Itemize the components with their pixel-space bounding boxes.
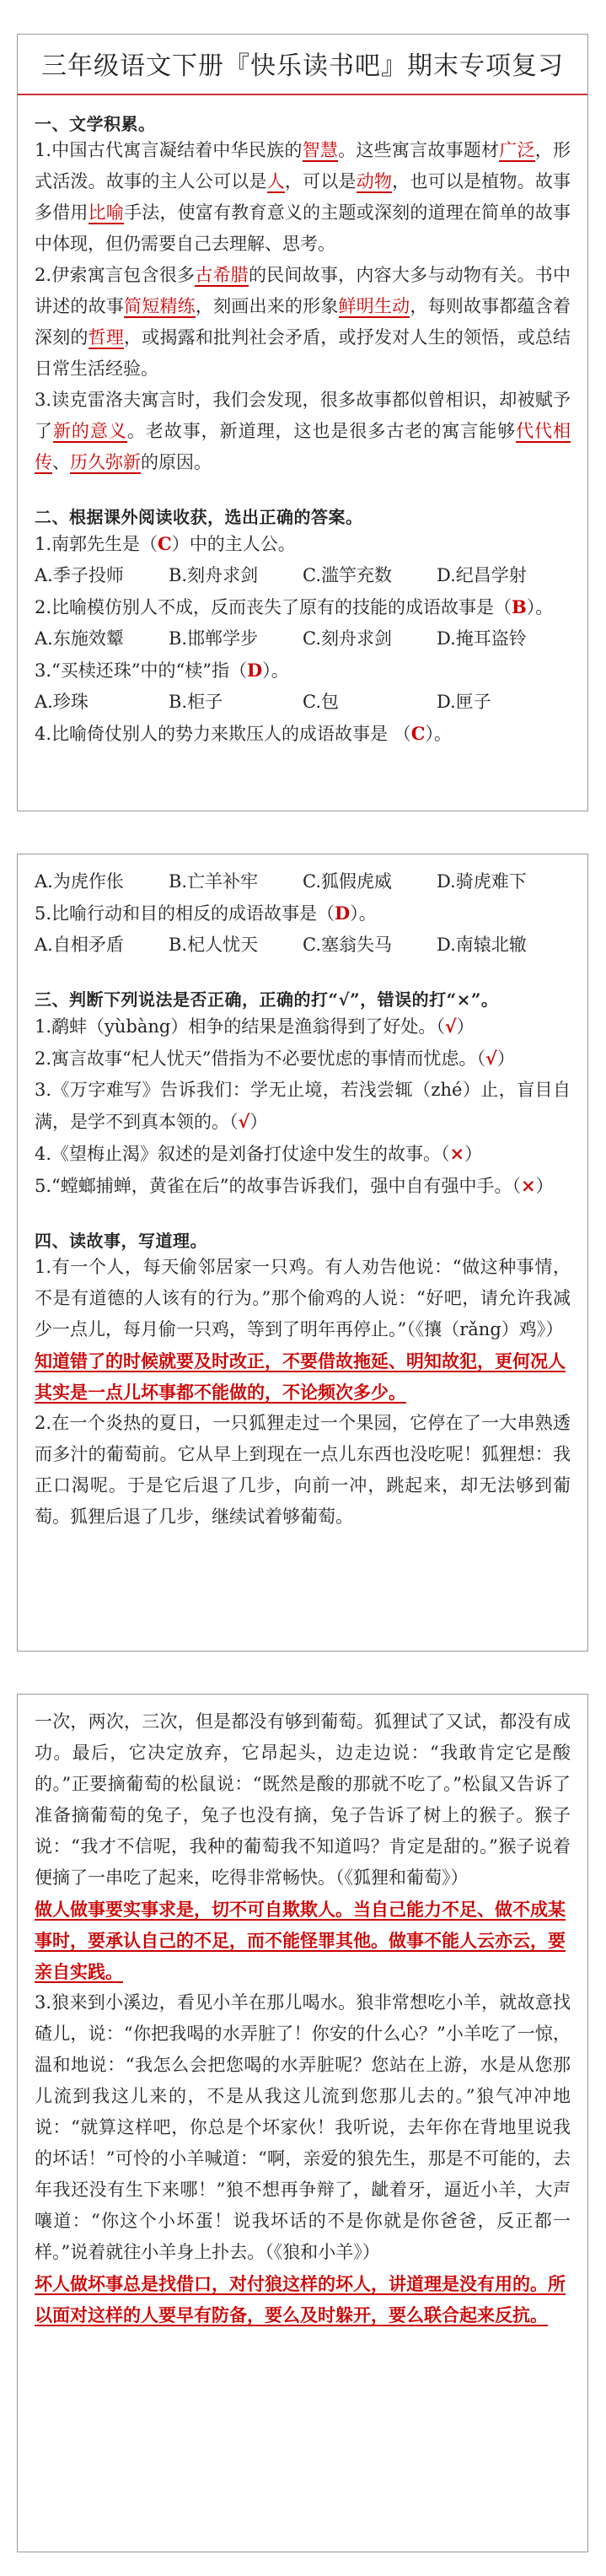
s3-item-3: 3.《万字难写》告诉我们：学无止境，若浅尝辄（zhé）止，盲目自满，是学不到真本领的。（√） [35, 1080, 571, 1132]
s2-q1-options: A.季子投师 B.刻舟求剑 C.滥竽充数 D.纪昌学射 [35, 565, 527, 585]
s2-q3-options: A.珍珠 B.柜子 C.包 D.匣子 [35, 692, 491, 712]
section-4-heading: 四、读故事，写道理。 [35, 1231, 207, 1251]
s1-question-1: 1.中国古代寓言凝结着中华民族的智慧。这些寓言故事题材广泛，形式活泼。故事的主人公可以是人，可以是动物，也可以是植物。故事多借用比喻手法，使富有教育意义的主题或深刻的道理在简单的故事中体现，但仍需要自己去理解、思考。 [35, 140, 571, 254]
s3-item-5: 5.“螳螂捕蝉，黄雀在后”的故事告诉我们，强中自有强中手。（×） [35, 1175, 554, 1196]
s4-story-2-part-1: 2.在一个炎热的夏日，一只狐狸走过一个果园，它停在了一大串熟透而多汁的葡萄前。它从早上到现在一点儿东西也没吃呢！狐狸想：我正口渴呢。于是它后退了几步，向前一冲，跳起来，却无法够到葡萄。狐狸后退了几步，继续试着够葡萄。 [35, 1413, 571, 1527]
s2-question-2: 2.比喻模仿别人不成，反而丧失了原有的技能的成语故事是（B）。 [35, 596, 554, 617]
s3-item-1: 1.鹬蚌（yùbàng）相争的结果是渔翁得到了好处。（√） [35, 1016, 475, 1037]
s2-q4-options: A.为虎作伥 B.亡羊补牢 C.狐假虎威 D.骑虎难下 [35, 871, 527, 892]
section-2-heading: 二、根据课外阅读收获，选出正确的答案。 [35, 507, 363, 527]
page-2 [17, 854, 588, 1652]
s1-question-3: 3.读克雷洛夫寓言时，我们会发现，很多故事都似曾相识，却被赋予了新的意义。老故事，新道理，这也是很多古老的寓言能够代代相传、历久弥新的原因。 [35, 390, 571, 472]
s4-lesson-1: 知道错了的时候就要及时改正，不要借故拖延、明知故犯，更何况人其实是一点儿坏事都不能做的，不论频次多少。 [35, 1350, 566, 1403]
s2-question-4: 4.比喻倚仗别人的势力来欺压人的成语故事是 （C）。 [35, 723, 452, 744]
s1-question-2: 2.伊索寓言包含很多古希腊的民间故事，内容大多与动物有关。书中讲述的故事简短精练，刻画出来的形象鲜明生动，每则故事都蕴含着深刻的哲理，或揭露和批判社会矛盾，或抒发对人生的领悟，或总结日常生活经验。 [35, 265, 571, 379]
s2-question-5: 5.比喻行动和目的相反的成语故事是（D）。 [35, 903, 377, 924]
s4-story-3: 3.狼来到小溪边，看见小羊在那儿喝水。狼非常想吃小羊，就故意找碴儿，说：“你把我喝的水弄脏了！你安的什么心？”小羊吃了一惊，温和地说：“我怎么会把您喝的水弄脏呢？您站在上游，水是从您那儿流到我这儿来的，不是从我这儿流到您那儿去的。”狼气冲冲地说：“就算这样吧，你总是个坏家伙！我听说，去年你在背地里说我的坏话！”可怜的小羊喊道：“啊，亲爱的狼先生，那是不可能的，去年我还没有生下来哪！”狼不想再争辩了，龇着牙，逼近小羊，大声嚷道：“你这个小坏蛋！说我坏话的不是你就是你爸爸，反正都一样。”说着就往小羊身上扑去。（《狼和小羊》） [35, 1992, 571, 2262]
page-3 [17, 1694, 588, 2552]
s2-q5-options: A.自相矛盾 B.杞人忧天 C.塞翁失马 D.南辕北辙 [35, 935, 527, 955]
s4-story-1: 1.有一个人，每天偷邻居家一只鸡。有人劝告他说：“做这种事情，不是有道德的人该有的行为。”那个偷鸡的人说：“好吧，请允许我减少一点儿，每月偷一只鸡，等到了明年再停止。”（《攘（rǎng）鸡》） [35, 1257, 571, 1339]
s2-question-1: 1.南郭先生是（C）中的主人公。 [35, 533, 296, 554]
page-title: 三年级语文下册『快乐读书吧』期末专项复习 [18, 35, 587, 95]
s2-q2-options: A.东施效颦 B.邯郸学步 C.刻舟求剑 D.掩耳盗铃 [35, 628, 527, 649]
s3-item-4: 4.《望梅止渴》叙述的是刘备打仗途中发生的故事。（×） [35, 1143, 483, 1164]
section-3-heading: 三、判断下列说法是否正确，正确的打“√”，错误的打“×”。 [35, 989, 499, 1010]
s3-item-2: 2.寓言故事“杞人忧天”借指为不必要忧虑的事情而忧虑。（√） [35, 1048, 515, 1069]
page-1 [17, 34, 588, 811]
s4-story-2-part-2: 一次，两次，三次，但是都没有够到葡萄。狐狸试了又试，都没有成功。最后，它决定放弃，它昂起头，边走边说：“我敢肯定它是酸的。”正要摘葡萄的松鼠说：“既然是酸的那就不吃了。”松鼠又告诉了准备摘葡萄的兔子，兔子也没有摘，兔子告诉了树上的猴子。猴子说：“我才不信呢，我种的葡萄我不知道吗？肯定是甜的。”猴子说着便摘了一串吃了起来，吃得非常畅快。（《狐狸和葡萄》） [35, 1711, 571, 1888]
s4-lesson-3: 坏人做坏事总是找借口，对付狼这样的坏人，讲道理是没有用的。所以面对这样的人要早有防备，要么及时躲开，要么联合起来反抗。 [35, 2273, 566, 2325]
s4-lesson-2: 做人做事要实事求是，切不可自欺欺人。当自己能力不足、做不成某事时，要承认自己的不足，而不能怪罪其他。做事不能人云亦云，要亲自实践。 [35, 1899, 566, 1982]
section-1-heading: 一、文学积累。 [35, 114, 156, 134]
s2-question-3: 3.“买椟还珠”中的“椟”指（D）。 [35, 660, 289, 681]
